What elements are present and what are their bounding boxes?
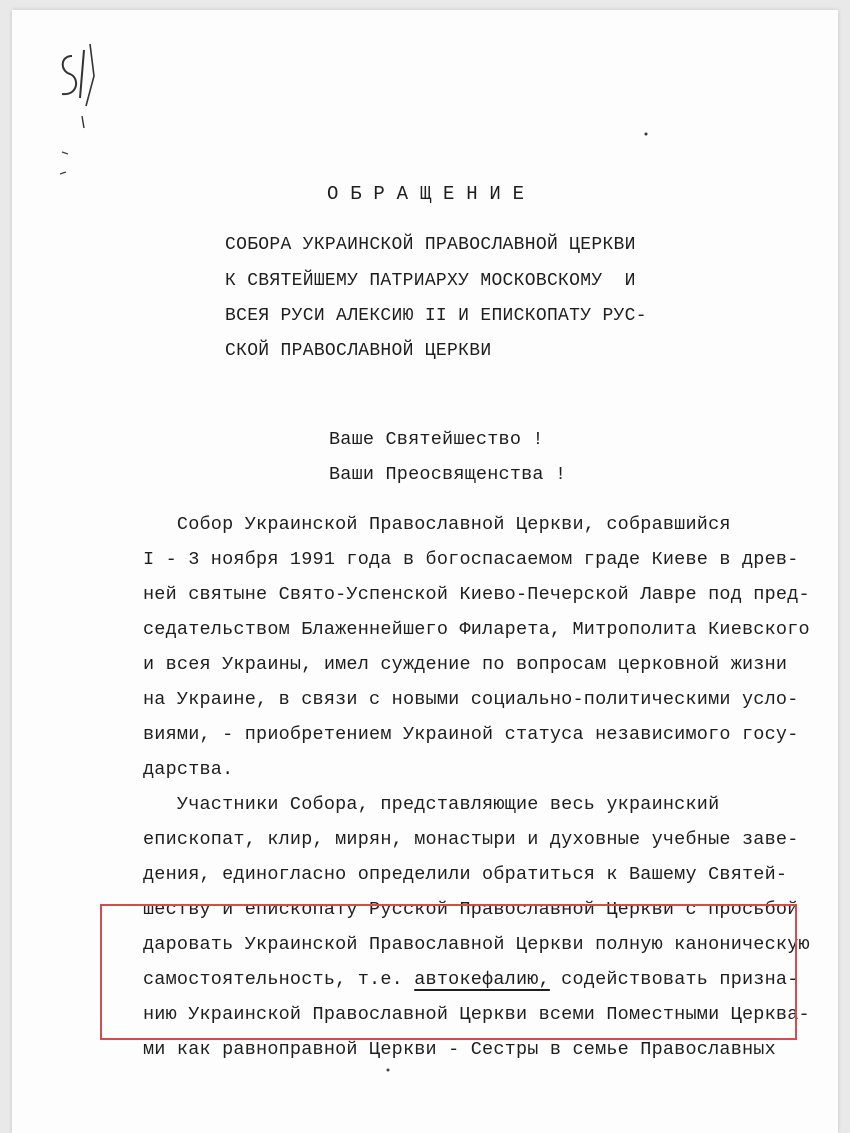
greeting-2: Ваши Преосвященства ! bbox=[329, 464, 567, 485]
body-line-10: епископат, клир, мирян, монастыри и духовные учебные заве- bbox=[143, 829, 799, 850]
body-line-2: I - 3 ноября 1991 года в богоспасаемом граде Киеве в древ- bbox=[143, 549, 799, 570]
body-line-16: ми как равноправной Церкви - Сестры в семье Православных bbox=[143, 1039, 776, 1060]
body-line-5: и всея Украины, имел суждение по вопросам церковной жизни bbox=[143, 654, 788, 675]
subtitle-line-3: ВСЕЯ РУСИ АЛЕКСИЮ II И ЕПИСКОПАТУ РУС- bbox=[225, 306, 647, 326]
handwritten-page-number bbox=[50, 36, 120, 131]
body-line-4: седательством Блаженнейшего Филарета, Митрополита Киевского bbox=[143, 619, 810, 640]
body-line-12: шеству и епископату Русской Православной Церкви с просьбой bbox=[143, 899, 799, 920]
body-line-14-end: содействовать призна- bbox=[549, 969, 799, 990]
subtitle-line-2: К СВЯТЕЙШЕМУ ПАТРИАРХУ МОСКОВСКОМУ И bbox=[225, 271, 636, 291]
speck-mark-bottom bbox=[384, 1066, 392, 1074]
red-highlight-box bbox=[100, 904, 797, 1040]
body-line-15: нию Украинской Православной Церкви всеми Поместными Церква- bbox=[143, 1004, 810, 1025]
body-line-6: на Украине, в связи с новыми социально-политическими усло- bbox=[143, 689, 799, 710]
autocephaly-term: автокефалию, bbox=[414, 969, 550, 990]
body-line-9: Участники Собора, представляющие весь украинский bbox=[143, 794, 720, 815]
greeting-1: Ваше Святейшество ! bbox=[329, 429, 544, 450]
subtitle-line-4: СКОЙ ПРАВОСЛАВНОЙ ЦЕРКВИ bbox=[225, 341, 492, 361]
body-line-11: дения, единогласно определили обратиться к Вашему Святей- bbox=[143, 864, 788, 885]
document-title: О Б Р А Щ Е Н И Е bbox=[327, 183, 525, 205]
document-page bbox=[12, 10, 838, 1133]
body-line-13: даровать Украинской Православной Церкви полную каноническую bbox=[143, 934, 810, 955]
speck-mark bbox=[642, 130, 650, 138]
body-line-14-start: самостоятельность, т.е. bbox=[143, 969, 415, 990]
body-line-8: дарства. bbox=[143, 759, 234, 780]
body-line-3: ней святыне Свято-Успенской Киево-Печерской Лавре под пред- bbox=[143, 584, 810, 605]
stray-mark bbox=[58, 150, 78, 180]
body-line-7: виями, - приобретением Украиной статуса независимого госу- bbox=[143, 724, 799, 745]
body-line-1: Собор Украинской Православной Церкви, собравшийся bbox=[143, 514, 731, 535]
subtitle-line-1: СОБОРА УКРАИНСКОЙ ПРАВОСЛАВНОЙ ЦЕРКВИ bbox=[225, 235, 636, 255]
